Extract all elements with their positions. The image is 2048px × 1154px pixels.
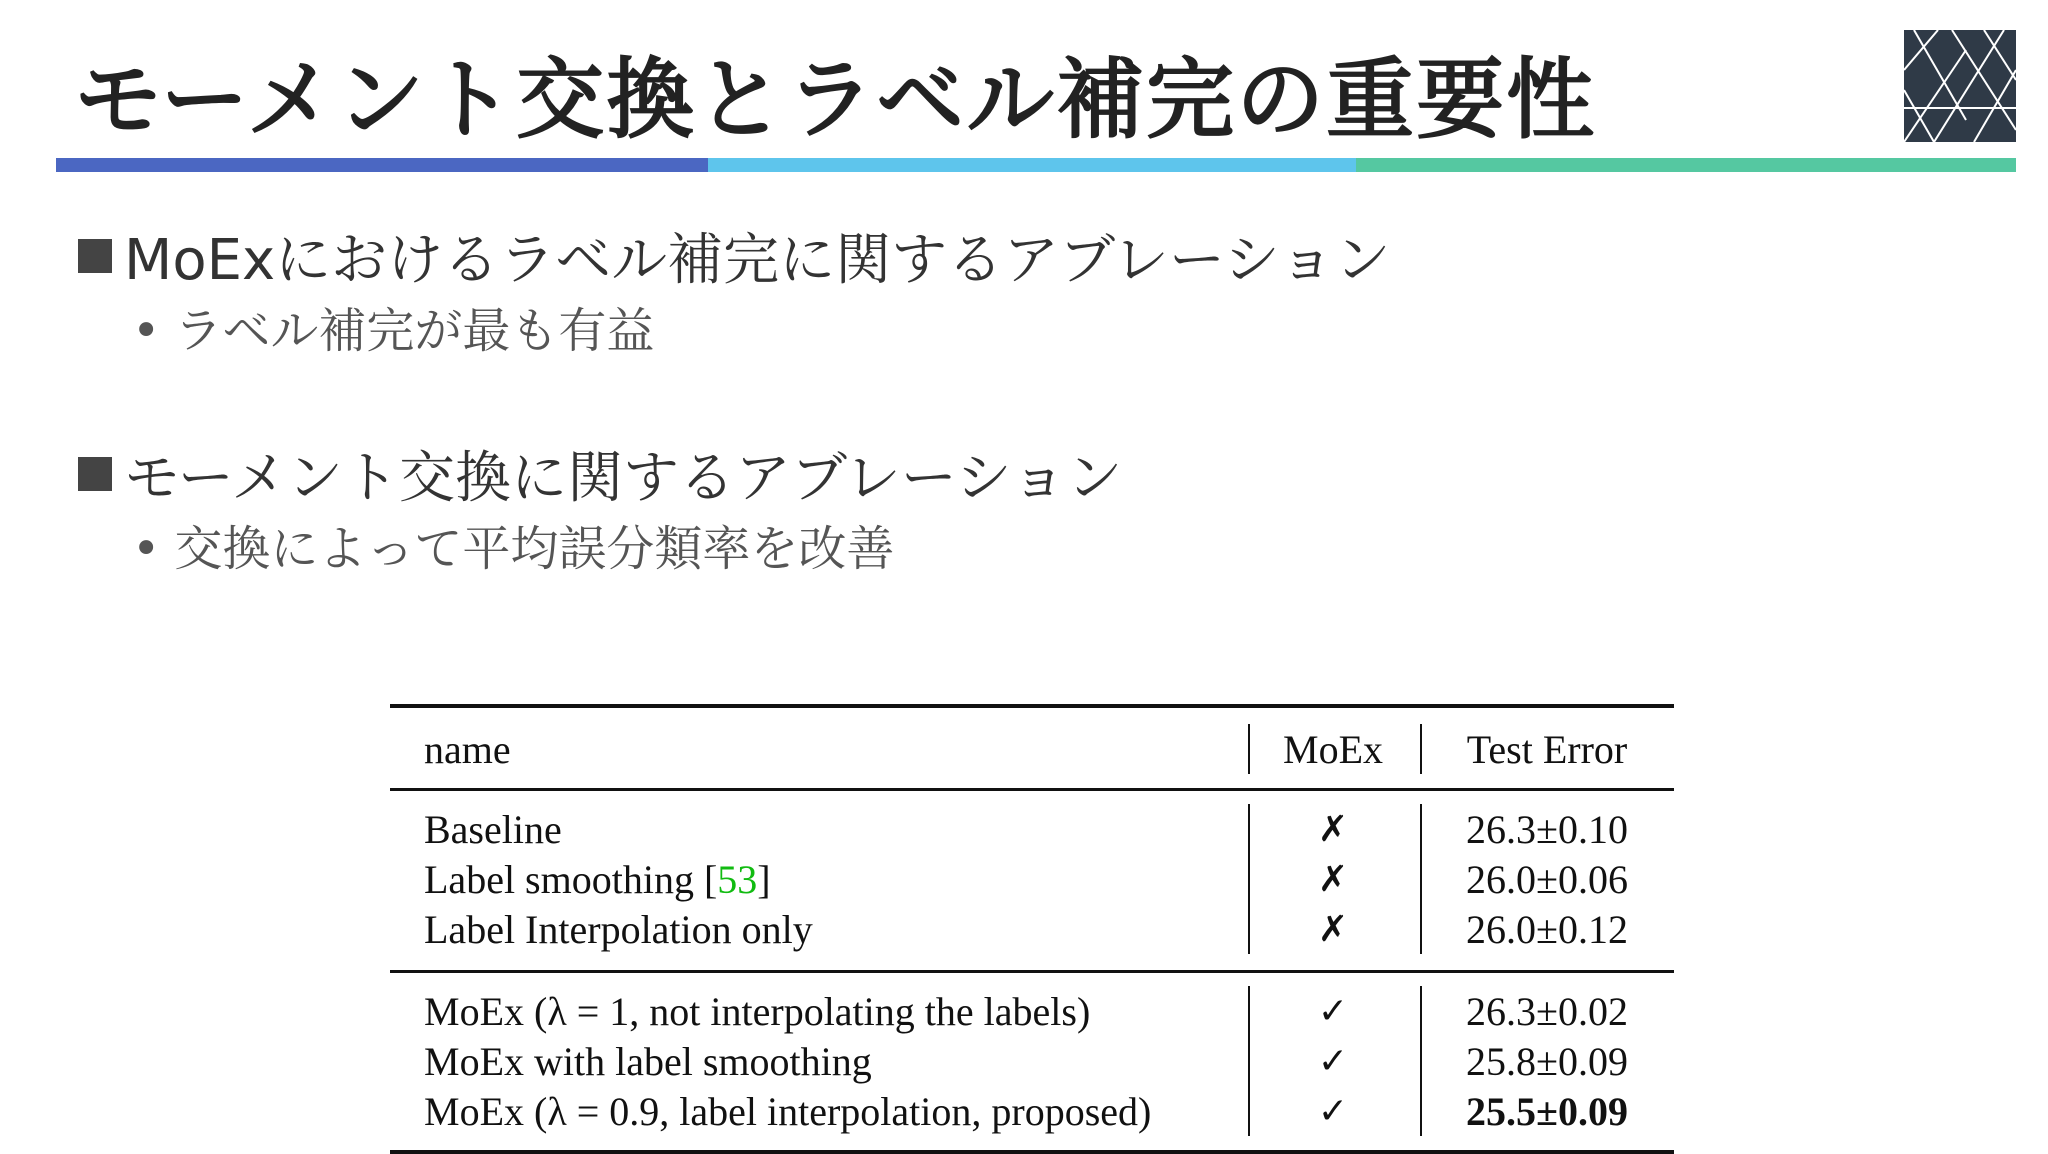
header-rule (390, 788, 1674, 791)
sub-text: 交換によって平均誤分類率を改善 (174, 521, 895, 577)
check-mark-icon: ✓ (1317, 991, 1349, 1032)
table-row-name (424, 854, 771, 906)
section-sub-2 (132, 510, 894, 579)
table-row-name: MoEx (λ = 0.9, label interpolation, proposed) (424, 1089, 1152, 1134)
table-row-name: Baseline (424, 807, 562, 852)
ablation-table (390, 704, 1674, 1154)
heading-text: MoExにおけるラベル補完に関するアブレーション (124, 228, 1391, 293)
table-row-name: MoEx (λ = 1, not interpolating the labels) (424, 989, 1091, 1034)
table-row-name: Label Interpolation only (424, 907, 813, 952)
section-sub-1 (132, 292, 654, 361)
table-row-name: MoEx with label smoothing (424, 1039, 872, 1084)
cross-mark-icon: ✗ (1317, 809, 1349, 850)
table-bottom-rule (390, 1150, 1674, 1154)
square-bullet-icon (78, 239, 112, 273)
table-row-error-best: 25.5±0.09 (1466, 1089, 1628, 1134)
cross-mark-icon: ✗ (1317, 909, 1349, 950)
table-row-error: 26.3±0.10 (1466, 807, 1628, 852)
slide-title: モーメント交換とラベル補完の重要性 (74, 48, 1597, 151)
check-mark-icon: ✓ (1317, 1041, 1349, 1082)
check-mark-icon: ✓ (1317, 1091, 1349, 1132)
square-bullet-icon (78, 457, 112, 491)
section-heading-1 (78, 216, 1391, 296)
table-top-rule (390, 704, 1674, 708)
accent-bar-green (1356, 158, 2016, 172)
group-rule (390, 970, 1674, 973)
table-row-error: 26.0±0.06 (1466, 857, 1628, 902)
cross-mark-icon: ✗ (1317, 859, 1349, 900)
sub-text: ラベル補完が最も有益 (174, 303, 655, 359)
name-text: Label smoothing [ (424, 857, 718, 902)
diamond-lattice-logo (1904, 30, 2016, 142)
dot-bullet-icon: • (132, 521, 161, 577)
section-heading-2 (78, 434, 1122, 514)
table-row-error: 25.8±0.09 (1466, 1039, 1628, 1084)
heading-text: モーメント交換に関するアブレーション (124, 446, 1123, 511)
name-text: ] (757, 857, 771, 902)
header-test-error: Test Error (1466, 727, 1628, 772)
header-name: name (424, 727, 511, 772)
accent-bar-blue (56, 158, 708, 172)
table-row-error: 26.0±0.12 (1466, 907, 1628, 952)
accent-bar-cyan (708, 158, 1356, 172)
table-row-error: 26.3±0.02 (1466, 989, 1628, 1034)
dot-bullet-icon: • (132, 303, 161, 359)
citation-link[interactable]: 53 (717, 857, 758, 902)
header-moex: MoEx (1283, 727, 1383, 772)
